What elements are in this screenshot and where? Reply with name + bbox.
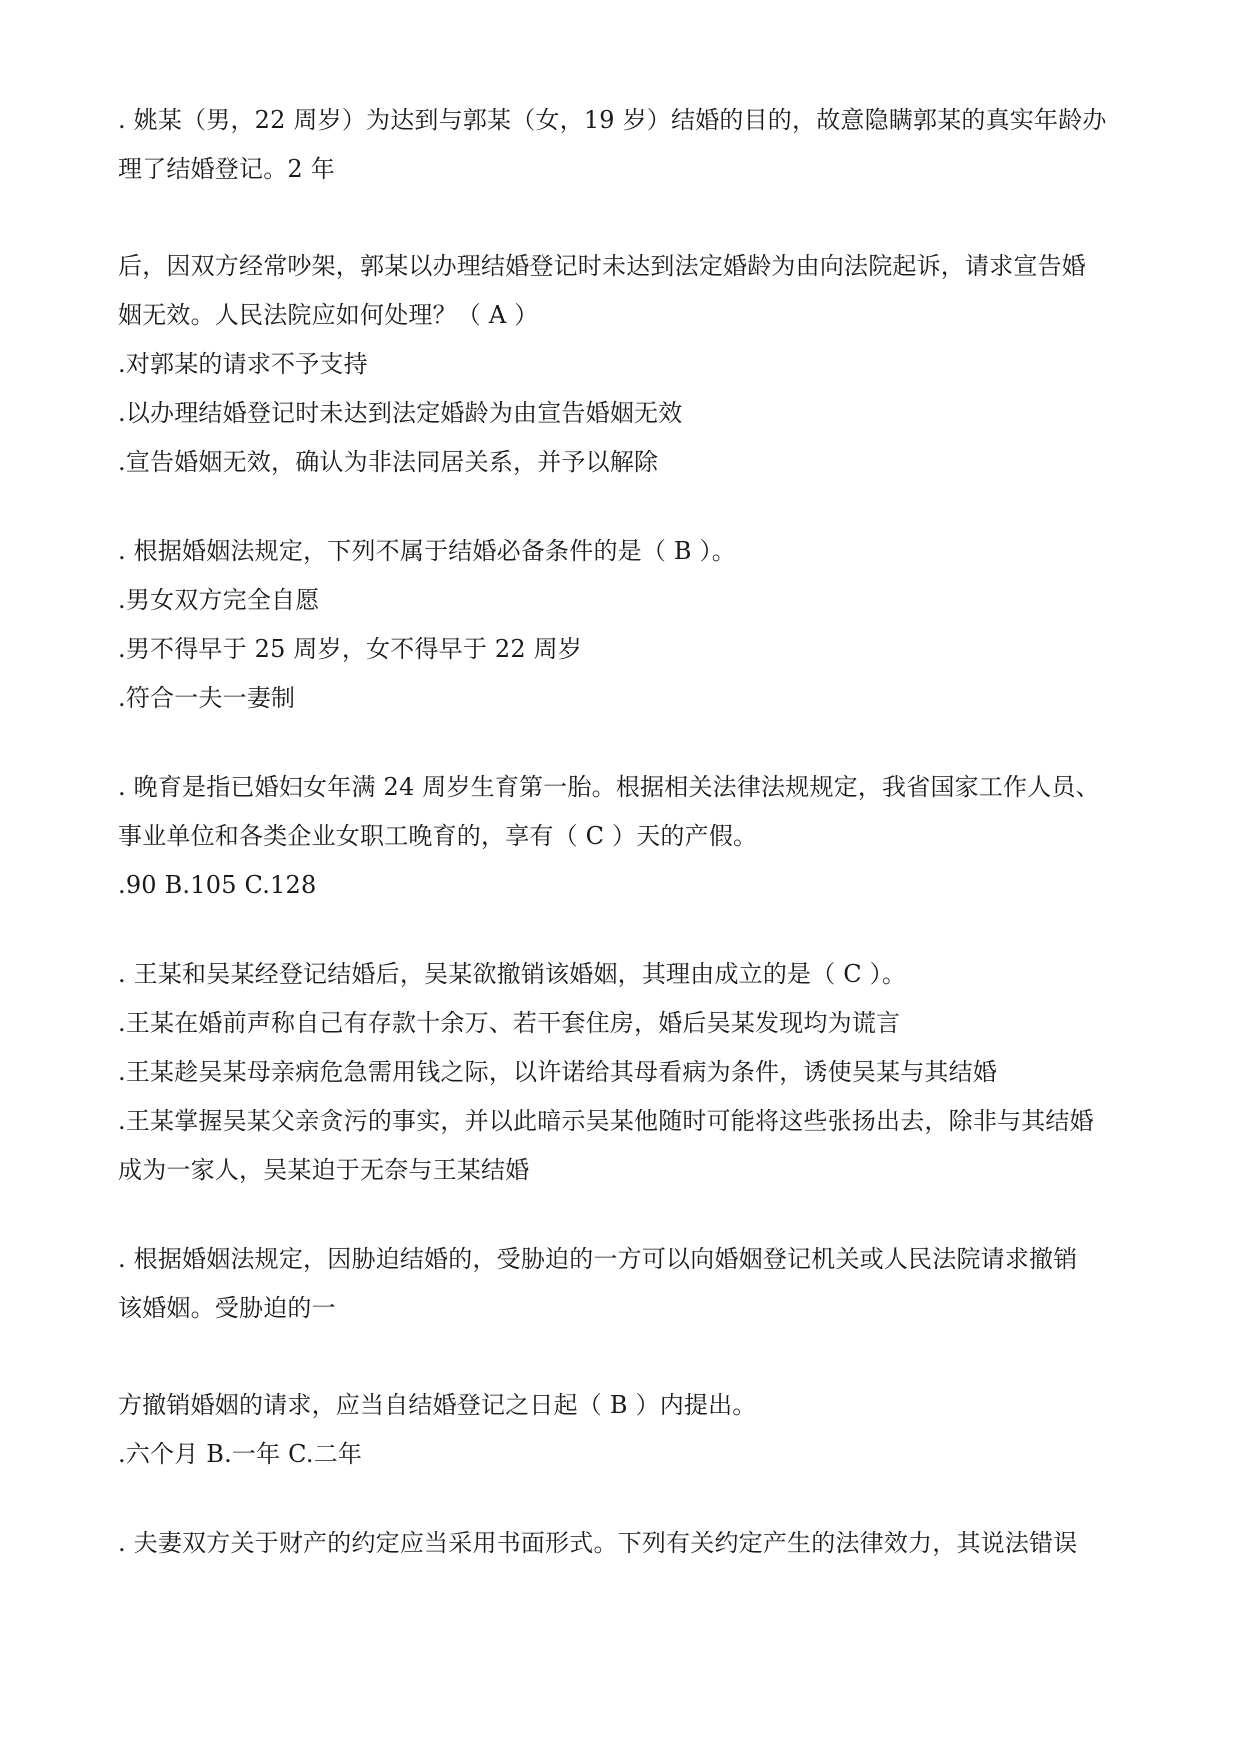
question-3-stem-line-2: 事业单位和各类企业女职工晚育的，享有（ C ）天的产假。 — [118, 822, 758, 850]
question-4-stem-line-1: . 王某和吴某经登记结婚后，吴某欲撤销该婚姻，其理由成立的是（ C ）。 — [118, 960, 907, 988]
question-2-stem-line-1: . 根据婚姻法规定，下列不属于结婚必备条件的是（ B ）。 — [118, 537, 736, 565]
question-3-stem-line-1: . 晚育是指已婚妇女年满 24 周岁生育第一胎。根据相关法律法规规定，我省国家工作人员、 — [118, 773, 1100, 801]
question-1-option-c: .宣告婚姻无效，确认为非法同居关系，并予以解除 — [118, 448, 659, 476]
question-3 — [118, 763, 1128, 910]
question-4 — [118, 950, 1128, 1195]
document-page — [118, 96, 1128, 1568]
question-1-stem-line-3: 后，因双方经常吵架，郭某以办理结婚登记时未达到法定婚龄为由向法院起诉，请求宣告婚 — [118, 252, 1086, 280]
question-4-option-a: .王某在婚前声称自己有存款十余万、若干套住房，婚后吴某发现均为谎言 — [118, 1009, 901, 1037]
question-2 — [118, 527, 1128, 723]
question-1-stem-line-2: 理了结婚登记。2 年 — [118, 155, 335, 183]
question-5-stem-line-1: . 根据婚姻法规定，因胁迫结婚的，受胁迫的一方可以向婚姻登记机关或人民法院请求撤销 — [118, 1245, 1078, 1273]
question-4-option-c-line-1: .王某掌握吴某父亲贪污的事实，并以此暗示吴某他随时可能将这些张扬出去，除非与其结婚 — [118, 1107, 1094, 1135]
question-1-stem-line-1: . 姚某（男，22 周岁）为达到与郭某（女，19 岁）结婚的目的，故意隐瞒郭某的真实年龄办 — [118, 106, 1107, 134]
question-5 — [118, 1235, 1128, 1479]
question-1 — [118, 96, 1128, 487]
question-6 — [118, 1519, 1128, 1568]
question-4-option-b: .王某趁吴某母亲病危急需用钱之际，以许诺给其母看病为条件，诱使吴某与其结婚 — [118, 1058, 998, 1086]
question-5-stem-line-2: 该婚姻。受胁迫的一 — [118, 1294, 336, 1322]
question-4-option-c-line-2: 成为一家人，吴某迫于无奈与王某结婚 — [118, 1156, 530, 1184]
question-5-stem-line-3: 方撤销婚姻的请求，应当自结婚登记之日起（ B ）内提出。 — [118, 1391, 757, 1419]
question-6-stem-line-1: . 夫妻双方关于财产的约定应当采用书面形式。下列有关约定产生的法律效力，其说法错误 — [118, 1529, 1078, 1557]
question-2-option-a: .男女双方完全自愿 — [118, 586, 320, 614]
question-1-option-b: .以办理结婚登记时未达到法定婚龄为由宣告婚姻无效 — [118, 399, 683, 427]
question-1-stem-line-4: 姻无效。人民法院应如何处理？（ A ） — [118, 301, 539, 329]
question-5-options: .六个月 B.一年 C.二年 — [118, 1440, 363, 1468]
question-1-option-a: .对郭某的请求不予支持 — [118, 350, 368, 378]
question-2-option-b: .男不得早于 25 周岁，女不得早于 22 周岁 — [118, 635, 583, 663]
question-2-option-c: .符合一夫一妻制 — [118, 684, 296, 712]
question-3-options: .90 B.105 C.128 — [118, 871, 317, 899]
